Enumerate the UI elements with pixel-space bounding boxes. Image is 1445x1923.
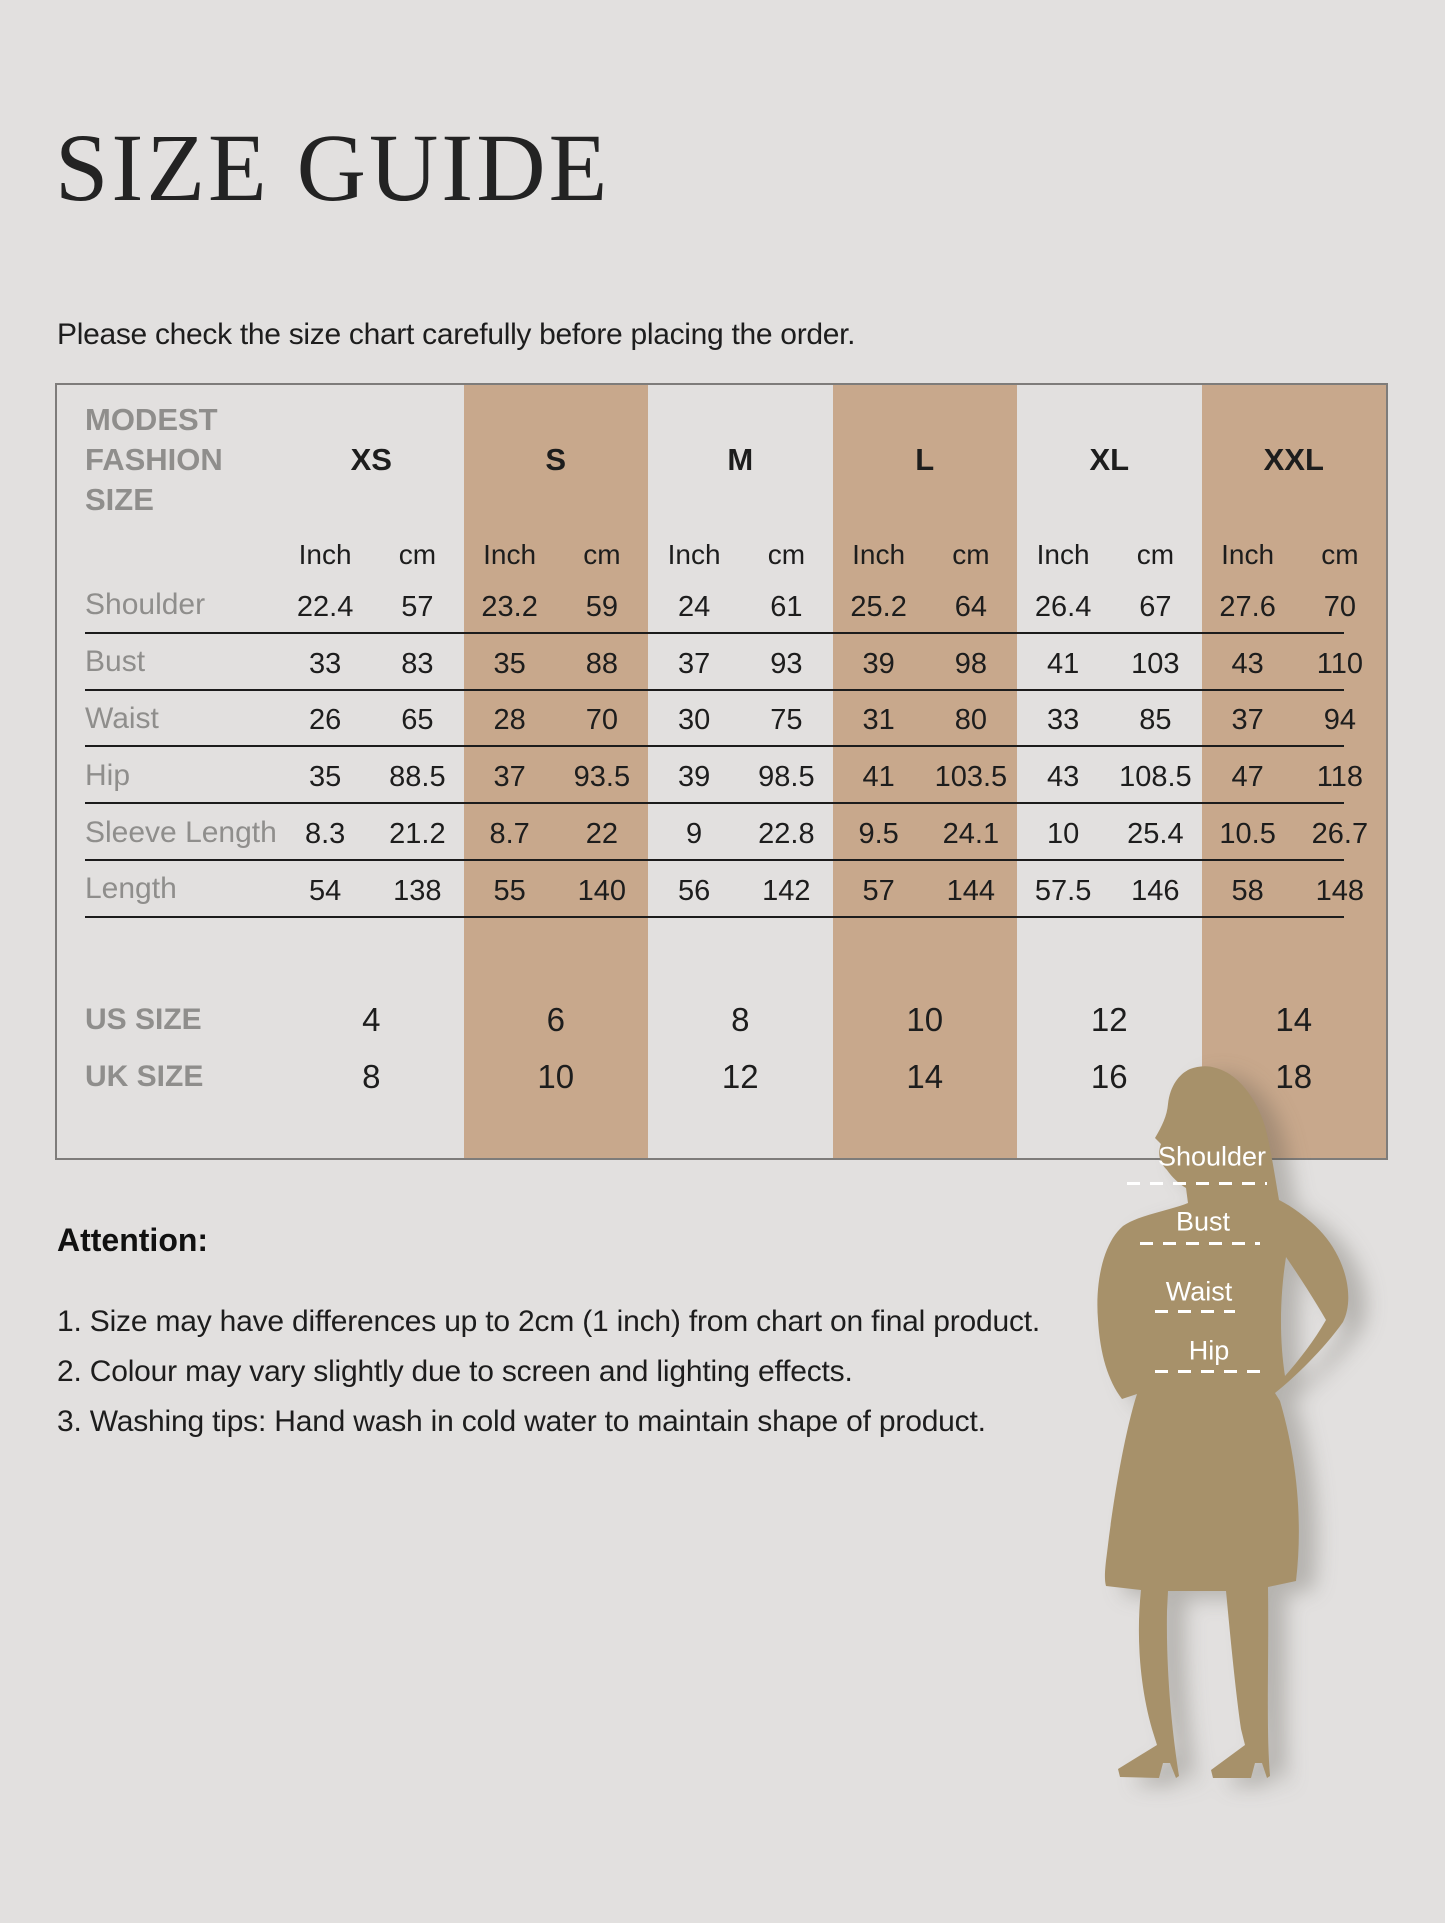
unit-label-cm: cm (952, 539, 990, 570)
measurement-label: Sleeve Length (85, 815, 277, 849)
page-title: SIZE GUIDE (55, 114, 611, 221)
measurement-value-inch: 54 (308, 874, 342, 907)
figure-label-waist: Waist (1165, 1276, 1233, 1307)
measurement-value-cm: 108.5 (1119, 761, 1192, 794)
conversion-value: 18 (1275, 1058, 1313, 1095)
measurement-value-cm: 26.7 (1311, 818, 1369, 851)
measurement-value-inch: 57 (862, 874, 895, 907)
measurement-value-cm: 24.1 (942, 818, 1000, 851)
woman-silhouette (1040, 1063, 1370, 1793)
measurement-value-inch: 41 (862, 761, 895, 794)
conversion-value: 6 (546, 1001, 565, 1038)
conversion-value: 14 (906, 1058, 944, 1095)
unit-label-inch: Inch (483, 539, 537, 570)
measurement-value-cm: 57 (401, 590, 434, 623)
measurement-value-inch: 23.2 (481, 590, 538, 623)
measurement-value-inch: 37 (1231, 704, 1264, 737)
measurement-value-cm: 144 (946, 874, 996, 907)
measurement-value-cm: 70 (1323, 590, 1356, 623)
row-separator-line (85, 916, 1344, 918)
measurement-value-inch: 37 (493, 761, 526, 794)
measurement-row (57, 747, 1386, 804)
measurement-value-cm: 21.2 (389, 818, 446, 851)
size-header-xxl: XXL (1263, 442, 1324, 477)
unit-row (57, 525, 1386, 585)
unit-label-cm: cm (1321, 539, 1359, 570)
figure-label-shoulder: Shoulder (1157, 1141, 1267, 1172)
measurement-value-cm: 22.8 (758, 818, 815, 851)
measurement-row (57, 804, 1386, 861)
conversion-row-us (57, 990, 1386, 1050)
size-chart-table (55, 383, 1388, 1160)
measurement-value-cm: 146 (1131, 874, 1180, 907)
measurement-row (57, 634, 1386, 691)
measurement-value-inch: 10.5 (1219, 818, 1276, 851)
size-header-l: L (915, 442, 935, 477)
measurement-value-inch: 56 (677, 874, 711, 907)
measurement-value-cm: 75 (770, 704, 803, 737)
measurement-value-inch: 35 (493, 647, 526, 680)
measurement-value-cm: 70 (585, 704, 618, 737)
measurement-figure (1040, 1063, 1370, 1793)
corner-label-line2: FASHION SIZE (85, 441, 223, 518)
measurement-value-cm: 85 (1139, 704, 1172, 737)
size-header-xl: XL (1089, 442, 1130, 477)
unit-label-inch: Inch (298, 539, 352, 570)
corner-label-line1: MODEST (85, 401, 218, 437)
measurement-value-cm: 64 (954, 590, 987, 623)
attention-item: 3. Washing tips: Hand wash in cold water to maintain shape of product. (57, 1405, 986, 1438)
measurement-value-inch: 33 (1046, 704, 1080, 737)
measurement-value-cm: 148 (1315, 874, 1365, 907)
measurement-label: Waist (85, 701, 159, 735)
measurement-value-inch: 28 (493, 704, 526, 737)
conversion-value: 10 (537, 1058, 575, 1095)
size-header-m: M (727, 442, 754, 477)
conversion-value: 16 (1090, 1058, 1128, 1095)
measurement-value-cm: 98.5 (758, 761, 815, 794)
measurement-value-cm: 94 (1323, 704, 1356, 737)
unit-label-inch: Inch (1221, 539, 1275, 570)
measurement-value-inch: 47 (1231, 761, 1264, 794)
measurement-value-cm: 110 (1316, 647, 1363, 680)
measurement-value-inch: 41 (1046, 647, 1080, 680)
figure-dash-line-bust (1140, 1242, 1260, 1245)
measurement-row (57, 577, 1386, 634)
conversion-value: 14 (1275, 1001, 1313, 1038)
measurement-value-inch: 33 (308, 647, 342, 680)
measurement-label: Length (85, 872, 177, 906)
size-header-xs: XS (350, 442, 392, 477)
measurement-value-inch: 35 (308, 761, 342, 794)
measurement-value-cm: 67 (1139, 590, 1172, 623)
measurement-value-inch: 8.7 (489, 818, 530, 851)
conversion-value: 8 (362, 1058, 381, 1095)
measurement-value-inch: 39 (677, 761, 711, 794)
unit-label-cm: cm (767, 539, 806, 570)
measurement-label: Bust (85, 645, 146, 679)
measurement-value-cm: 88 (585, 647, 618, 680)
figure-label-hip: Hip (1188, 1335, 1230, 1366)
measurement-value-cm: 80 (954, 704, 987, 737)
conversion-value: 8 (731, 1001, 750, 1038)
figure-dash-line-waist (1155, 1310, 1235, 1313)
unit-label-inch: Inch (667, 539, 721, 570)
figure-label-bust: Bust (1175, 1206, 1231, 1237)
measurement-value-inch: 27.6 (1219, 590, 1276, 623)
attention-section (57, 1222, 1157, 1447)
measurement-value-inch: 26 (308, 704, 342, 737)
measurement-value-cm: 118 (1316, 761, 1363, 794)
measurement-row (57, 691, 1386, 748)
conversion-label: US SIZE (85, 1003, 202, 1036)
measurement-value-cm: 98 (954, 647, 987, 680)
unit-label-cm: cm (1136, 539, 1175, 570)
measurement-value-inch: 25.2 (850, 590, 907, 623)
figure-dash-line-hip (1155, 1370, 1263, 1373)
measurement-value-cm: 61 (770, 590, 803, 623)
figure-dash-line-shoulder (1127, 1182, 1267, 1185)
unit-label-cm: cm (398, 539, 437, 570)
measurement-label: Shoulder (85, 588, 206, 622)
measurement-value-inch: 43 (1231, 647, 1264, 680)
measurement-value-cm: 59 (585, 590, 618, 623)
unit-row-spacer (57, 525, 279, 585)
measurement-value-cm: 83 (401, 647, 434, 680)
measurement-value-inch: 43 (1046, 761, 1080, 794)
measurement-value-inch: 39 (862, 647, 895, 680)
conversion-value: 12 (1090, 1001, 1128, 1038)
measurement-value-inch: 37 (677, 647, 711, 680)
measurement-value-inch: 58 (1231, 874, 1264, 907)
measurement-value-cm: 25.4 (1127, 818, 1184, 851)
unit-label-inch: Inch (852, 539, 906, 570)
measurement-value-inch: 30 (677, 704, 711, 737)
measurement-value-inch: 9.5 (858, 818, 899, 851)
measurement-value-cm: 103.5 (934, 761, 1008, 794)
attention-list (57, 1297, 1157, 1447)
unit-label-cm: cm (583, 539, 621, 570)
measurement-value-cm: 93 (770, 647, 803, 680)
measurement-value-inch: 8.3 (304, 818, 346, 851)
corner-label (57, 385, 279, 535)
size-header-s: S (545, 442, 567, 477)
measurement-value-inch: 10 (1046, 818, 1080, 851)
measurement-value-cm: 88.5 (389, 761, 446, 794)
conversion-value: 4 (362, 1001, 381, 1038)
measurement-value-inch: 26.4 (1034, 590, 1092, 623)
measurement-value-inch: 57.5 (1034, 874, 1092, 907)
measurement-value-inch: 22.4 (296, 590, 354, 623)
measurement-value-cm: 22 (585, 818, 618, 851)
conversion-label: UK SIZE (85, 1060, 204, 1093)
unit-label-inch: Inch (1036, 539, 1090, 570)
measurement-value-cm: 103 (1131, 647, 1180, 680)
measurement-value-cm: 140 (577, 874, 627, 907)
measurement-value-inch: 55 (493, 874, 526, 907)
size-header-row (57, 385, 1386, 535)
attention-item: 2. Colour may vary slightly due to screen and lighting effects. (57, 1355, 853, 1388)
measurement-value-cm: 93.5 (573, 761, 631, 794)
measurement-value-cm: 142 (762, 874, 811, 907)
measurement-value-cm: 138 (393, 874, 442, 907)
measurement-value-inch: 9 (686, 818, 703, 851)
page-subtitle: Please check the size chart carefully before placing the order. (57, 318, 856, 351)
measurement-value-inch: 31 (862, 704, 895, 737)
measurement-label: Hip (85, 758, 131, 792)
measurement-row (57, 861, 1386, 918)
measurement-value-inch: 24 (677, 590, 711, 623)
conversion-value: 10 (906, 1001, 944, 1038)
conversion-value: 12 (721, 1058, 759, 1095)
measurement-value-cm: 65 (401, 704, 434, 737)
attention-heading: Attention: (57, 1222, 209, 1258)
attention-item: 1. Size may have differences up to 2cm (1 inch) from chart on final product. (57, 1305, 1041, 1338)
